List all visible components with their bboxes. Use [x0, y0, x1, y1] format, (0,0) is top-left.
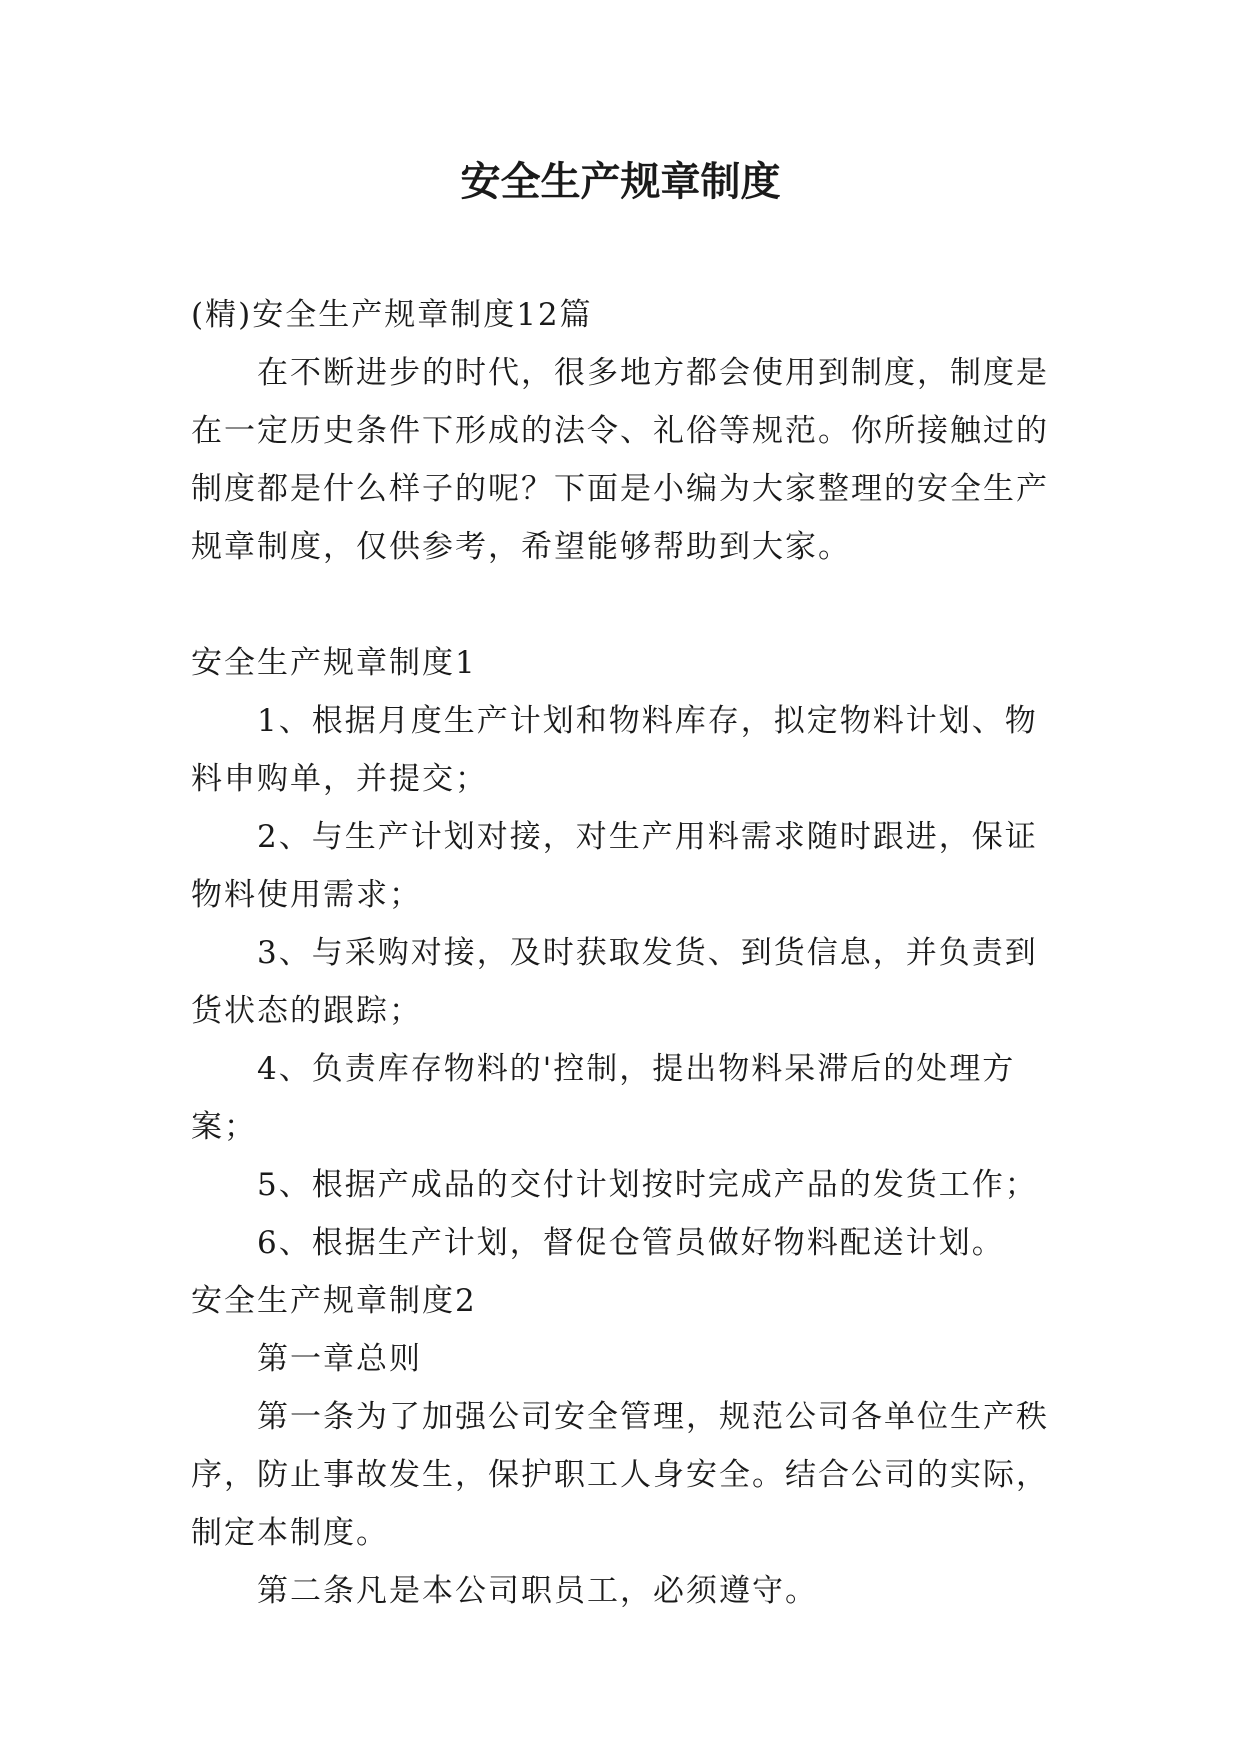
intro-paragraph: 在不断进步的时代，很多地方都会使用到制度，制度是在一定历史条件下形成的法令、礼俗等规范。你所接触过的制度都是什么样子的呢？下面是小编为大家整理的安全生产规章制度，仅供参考，希望能够帮助到大家。	[191, 355, 1049, 565]
document-title: 安全生产规章制度	[460, 159, 781, 205]
section-paragraph: 2、与生产计划对接，对生产用料需求随时跟进，保证物料使用需求；	[191, 819, 1038, 913]
section-paragraph: 4、负责库存物料的'控制，提出物料呆滞后的处理方案；	[191, 1051, 1016, 1145]
document-body	[191, 286, 1053, 1620]
section-paragraph: 第一条为了加强公司安全管理，规范公司各单位生产秩序，防止事故发生，保护职工人身安全。结合公司的实际，制定本制度。	[191, 1399, 1049, 1551]
paragraph-spacer	[191, 576, 1053, 634]
chapter-heading: 第一章总则	[257, 1341, 422, 1377]
section-paragraph: 1、根据月度生产计划和物料库存，拟定物料计划、物料申购单，并提交；	[191, 703, 1038, 797]
section-paragraph: 5、根据产成品的交付计划按时完成产品的发货工作；	[257, 1167, 1038, 1203]
section-paragraph: 3、与采购对接，及时获取发货、到货信息，并负责到货状态的跟踪；	[191, 935, 1038, 1029]
section-heading: 安全生产规章制度2	[191, 1283, 477, 1319]
section-paragraph: 6、根据生产计划，督促仓管员做好物料配送计划。	[257, 1225, 1005, 1261]
section-heading: 安全生产规章制度1	[191, 645, 477, 681]
section-paragraph: 第二条凡是本公司职员工，必须遵守。	[257, 1573, 818, 1609]
document-subtitle: (精)安全生产规章制度12篇	[191, 297, 593, 333]
